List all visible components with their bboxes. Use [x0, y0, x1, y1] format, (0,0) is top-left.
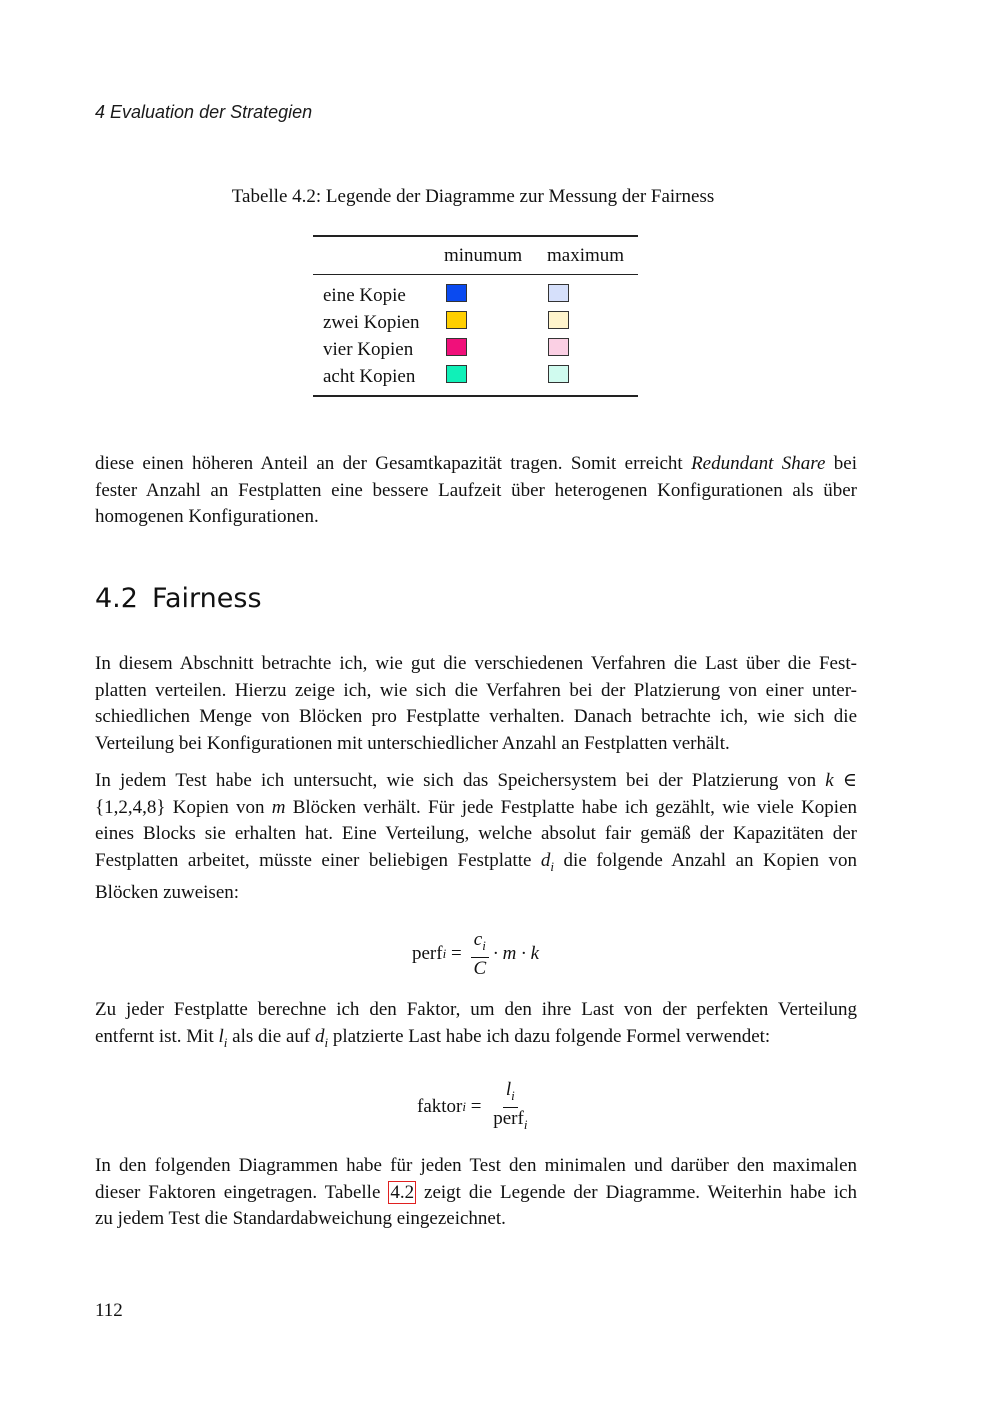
maximum-color-swatch: [548, 284, 569, 302]
page-number: 112: [95, 1300, 123, 1321]
paragraph-test-method: In jedem Test habe ich untersucht, wie sich das Speichersystem bei der Platzierung von k ∈ {1,2,4,8} Kopien von m Blöcken verhält. Für jede Festplatte habe ich gezählt, wie viele Kopien eines Blocks sie erhalten hat. Eine Verteilung, welche absolut fair gemäß der Kapazitäten der Festplatten arbeitet, müsste einer beliebigen Festplatte $d_i$ die folgende Anzahl an Kopien von Blöcken zuweisen:: [95, 770, 857, 903]
paragraph-intro: In diesem Abschnitt betrachte ich, wie gut die verschiedenen Verfahren die Last über die Fest- platten verteilen. Hierzu zeige ich, wie sich die Verfahren bei der Platzierung von einer unter- schiedlichen Menge von Blöcken pro Festplatte verhalten. Danach betrachte ich, wie sich die Verteilung bei Konfigurationen mit unterschiedlicher Anzahl an Festplatten verhält.: [95, 653, 857, 754]
fraction-capacity: $\frac{c_i}{C}$: [470, 930, 489, 979]
legend-row-label: vier Kopien: [323, 339, 414, 360]
emphasis-redundant-share: Redundant Share: [691, 453, 826, 474]
legend-table-body: [313, 275, 638, 395]
running-head: 4 Evaluation der Strategien: [95, 102, 313, 122]
column-header-maximum: maximum: [547, 245, 625, 266]
legend-row: [313, 362, 638, 389]
maximum-color-swatch: [548, 338, 569, 356]
legend-row: [313, 281, 638, 308]
minimum-color-swatch: [446, 284, 467, 302]
table-reference-link[interactable]: 4.2: [390, 1181, 415, 1203]
paragraph-diagrams: In den folgenden Diagrammen habe für jeden Test den minimalen und darüber den maximalen dieser Faktoren eingetragen. Tabelle 4.2 zeigt die Legende der Diagramme. Weiterhin habe ich zu jedem Test die Standardabweichung eingezeichnet.: [95, 1155, 857, 1229]
formula-faktor: faktor i = $\frac{l_i}{perf_i}$: [417, 1080, 534, 1135]
minimum-color-swatch: [446, 338, 467, 356]
maximum-color-swatch: [548, 365, 569, 383]
paragraph-factor: Zu jeder Festplatte berechne ich den Faktor, um den ihre Last von der perfekten Verteilung entfernt ist. Mit $l_i$ als die auf $d_i$ platzierte Last habe ich dazu folgende Formel verwendet:: [95, 999, 857, 1050]
legend-row: [313, 335, 638, 362]
legend-row-label: eine Kopie: [323, 285, 406, 306]
formula-perf: perf i = $\frac{c_i}{C}$ · m · k: [412, 929, 540, 979]
section-heading: [95, 583, 262, 614]
maximum-color-swatch: [548, 311, 569, 329]
legend-row: [313, 308, 638, 335]
paragraph-runtime-conclusion: diese einen höheren Anteil an der Gesamtkapazität tragen. Somit erreicht Redundant Share bei fester Anzahl an Festplatten eine bessere Laufzeit über heterogenen Konfigurationen als über homogenen Konfigurationen.: [95, 453, 857, 527]
legend-table: [313, 235, 638, 397]
minimum-color-swatch: [446, 311, 467, 329]
section-number: 4.2: [95, 583, 138, 614]
column-header-minimum: minumum: [444, 245, 523, 266]
legend-row-label: acht Kopien: [323, 366, 416, 387]
legend-table-header: [313, 237, 638, 275]
fraction-load: $\frac{l_i}{perf_i}$: [493, 1079, 528, 1132]
legend-row-label: zwei Kopien: [323, 312, 420, 333]
section-title: Fairness: [151, 583, 262, 614]
table-caption: Tabelle 4.2: Legende der Diagramme zur Messung der Fairness: [231, 186, 715, 207]
minimum-color-swatch: [446, 365, 467, 383]
